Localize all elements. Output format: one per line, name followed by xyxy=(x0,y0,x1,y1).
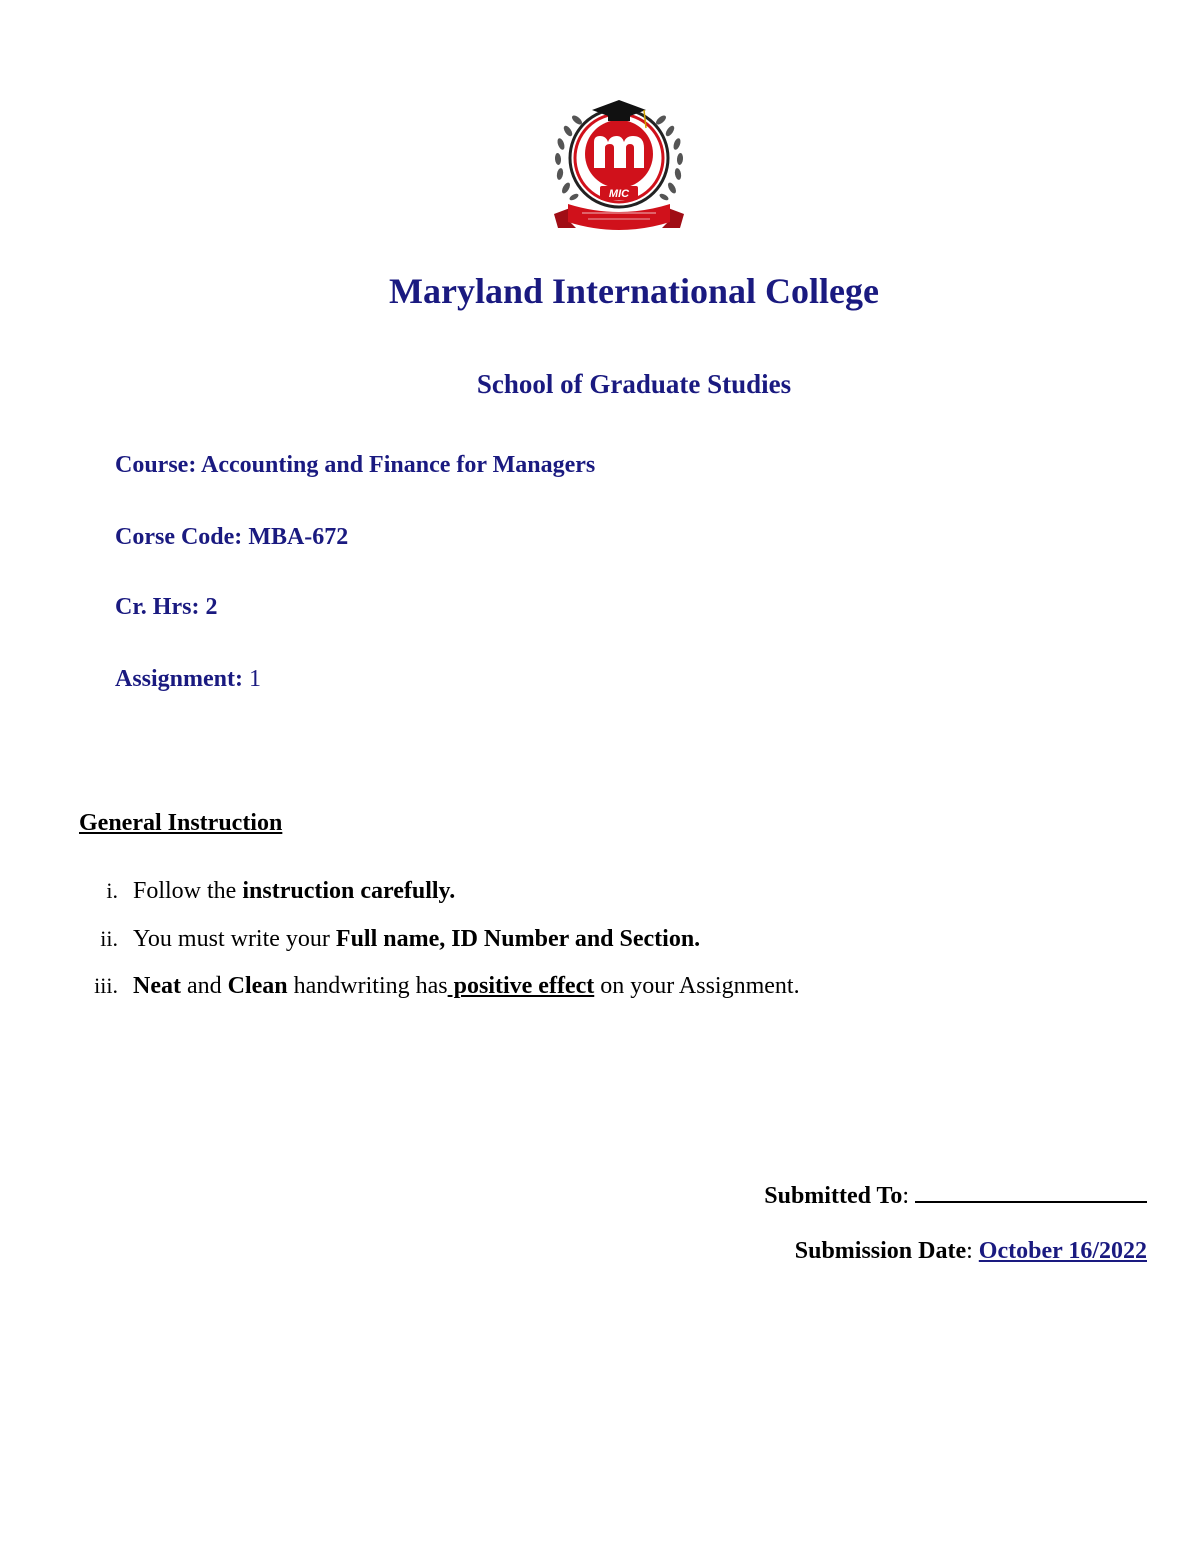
instructions-heading: General Instruction xyxy=(79,810,283,836)
logo-badge-text: MIC xyxy=(608,188,630,200)
instruction-text: Follow the instruction carefully. xyxy=(133,878,456,904)
credit-hours-label: Cr. Hrs: xyxy=(115,594,200,620)
assignment-value: 1 xyxy=(249,666,262,692)
submission-date-value: October 16/2022 xyxy=(978,1238,1147,1264)
course-line xyxy=(115,452,595,479)
submission-date-label: Submission Date xyxy=(794,1238,967,1264)
instruction-text: You must write your Full name, ID Number and Section. xyxy=(133,926,701,952)
credit-hours-value: 2 xyxy=(205,594,218,620)
assignment-line xyxy=(115,666,261,693)
school-name: School of Graduate Studies xyxy=(476,369,792,399)
college-name: Maryland International College xyxy=(389,271,879,311)
list-numeral: iii. xyxy=(94,973,118,998)
course-code-line xyxy=(115,524,348,551)
submitted-to-line: Submitted To: xyxy=(764,1181,1147,1210)
assignment-label: Assignment: xyxy=(115,666,244,692)
submitted-to-label: Submitted To xyxy=(764,1183,903,1209)
submission-date-line: Submission Date: October 16/2022 xyxy=(794,1238,1147,1264)
list-numeral: i. xyxy=(106,878,118,903)
college-logo xyxy=(548,96,690,244)
course-code-value: MBA-672 xyxy=(248,524,349,550)
course-label: Course: xyxy=(115,452,197,478)
course-code-label: Corse Code: xyxy=(115,524,243,550)
instruction-text: Neat and Clean handwriting has positive effect on your Assignment. xyxy=(133,973,800,999)
course-value: Accounting and Finance for Managers xyxy=(201,452,596,478)
list-numeral: ii. xyxy=(100,926,118,951)
submitted-to-blank xyxy=(915,1181,1147,1203)
monogram-m-icon xyxy=(594,136,644,168)
credit-hours-line xyxy=(115,594,217,621)
